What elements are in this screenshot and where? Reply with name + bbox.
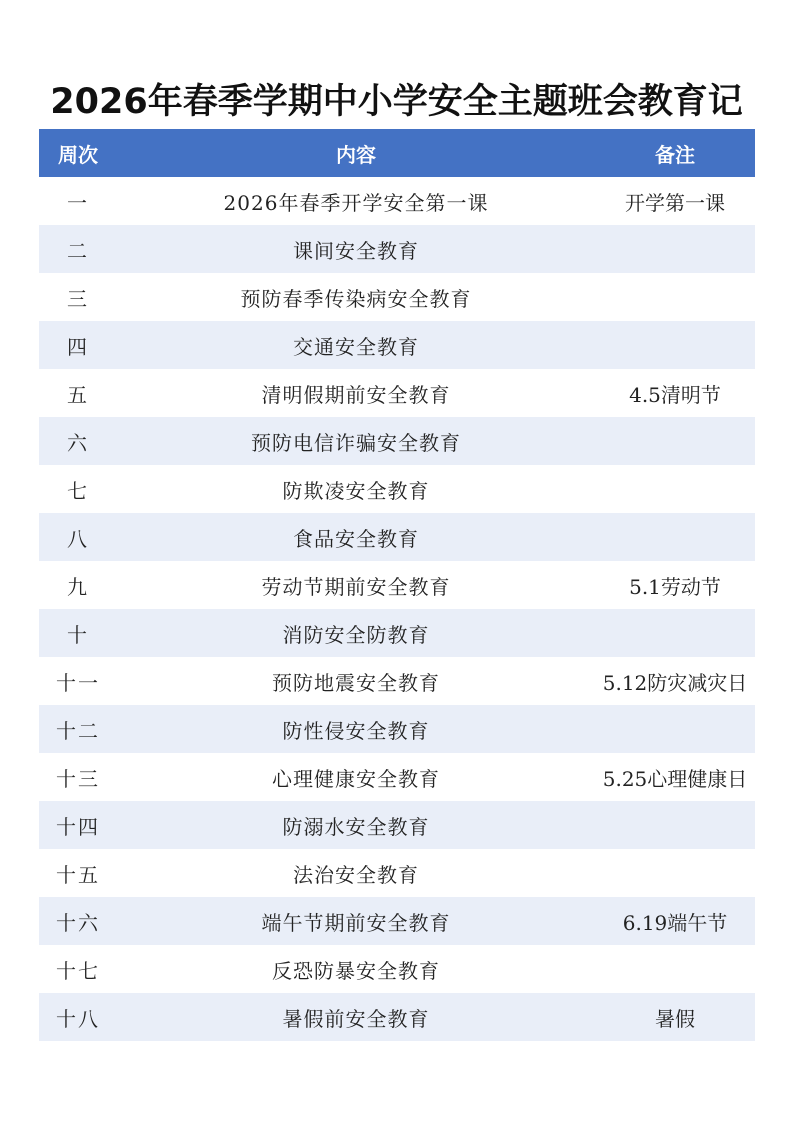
- cell-week: 十一: [56, 670, 100, 695]
- cell-note: [595, 465, 755, 513]
- header-content: 内容: [336, 142, 376, 167]
- cell-content: 预防春季传染病安全教育: [240, 286, 472, 311]
- cell-week: 四: [67, 334, 89, 359]
- cell-week: 二: [67, 238, 89, 263]
- table-row: [39, 993, 755, 1041]
- cell-note: [595, 225, 755, 273]
- cell-note: [595, 705, 755, 753]
- cell-content: 预防地震安全教育: [272, 670, 440, 695]
- cell-week: 十八: [56, 1006, 100, 1031]
- cell-content: 防溺水安全教育: [282, 814, 430, 839]
- cell-content: 法治安全教育: [293, 862, 419, 887]
- schedule-table: [39, 129, 755, 1041]
- cell-content: 消防安全防教育: [282, 622, 430, 647]
- cell-week: 六: [67, 430, 89, 455]
- cell-content: 劳动节期前安全教育: [261, 574, 451, 599]
- cell-note: 暑假: [655, 1006, 695, 1031]
- table-row: [39, 897, 755, 945]
- cell-content: 反恐防暴安全教育: [272, 958, 440, 983]
- table-row: [39, 609, 755, 657]
- cell-note: [595, 321, 755, 369]
- table-row: [39, 273, 755, 321]
- cell-week: 十七: [56, 958, 100, 983]
- cell-content: 端午节期前安全教育: [261, 910, 451, 935]
- cell-note: 6.19端午节: [622, 910, 728, 935]
- cell-note: [595, 417, 755, 465]
- table-row: [39, 705, 755, 753]
- cell-note: [595, 273, 755, 321]
- cell-week: 十: [67, 622, 89, 647]
- table-row: [39, 657, 755, 705]
- cell-week: 一: [67, 190, 89, 215]
- cell-note: [595, 801, 755, 849]
- table-row: [39, 417, 755, 465]
- page-title: 2026年春季学期中小学安全主题班会教育记: [50, 82, 743, 122]
- table-row: [39, 225, 755, 273]
- cell-note: 开学第一课: [625, 190, 725, 215]
- cell-note: 4.5清明节: [629, 382, 721, 407]
- table-row: [39, 321, 755, 369]
- cell-week: 十二: [56, 718, 100, 743]
- cell-content: 2026年春季开学安全第一课: [223, 190, 489, 215]
- table-header-row: [39, 129, 755, 177]
- cell-week: 七: [67, 478, 89, 503]
- cell-note: 5.1劳动节: [629, 574, 721, 599]
- table-row: [39, 561, 755, 609]
- table-row: [39, 465, 755, 513]
- cell-content: 防欺凌安全教育: [282, 478, 430, 503]
- table-row: [39, 177, 755, 225]
- table-row: [39, 945, 755, 993]
- table-row: [39, 849, 755, 897]
- cell-content: 交通安全教育: [293, 334, 419, 359]
- cell-note: 5.12防灾减灾日: [602, 670, 748, 695]
- cell-week: 五: [67, 382, 89, 407]
- cell-week: 十四: [56, 814, 100, 839]
- cell-content: 防性侵安全教育: [282, 718, 430, 743]
- table-row: [39, 369, 755, 417]
- cell-week: 九: [67, 574, 89, 599]
- cell-note: [595, 609, 755, 657]
- table-row: [39, 513, 755, 561]
- cell-content: 课间安全教育: [293, 238, 419, 263]
- cell-week: 十六: [56, 910, 100, 935]
- cell-week: 八: [67, 526, 89, 551]
- header-week: 周次: [58, 142, 98, 167]
- cell-content: 食品安全教育: [293, 526, 419, 551]
- cell-content: 预防电信诈骗安全教育: [251, 430, 461, 455]
- cell-week: 十五: [56, 862, 100, 887]
- cell-week: 三: [67, 286, 89, 311]
- header-note: 备注: [655, 142, 695, 167]
- cell-note: 5.25心理健康日: [602, 766, 748, 791]
- cell-content: 心理健康安全教育: [272, 766, 440, 791]
- cell-note: [595, 849, 755, 897]
- cell-week: 十三: [56, 766, 100, 791]
- cell-note: [595, 945, 755, 993]
- cell-content: 暑假前安全教育: [282, 1006, 430, 1031]
- table-row: [39, 753, 755, 801]
- cell-content: 清明假期前安全教育: [261, 382, 451, 407]
- cell-note: [595, 513, 755, 561]
- table-row: [39, 801, 755, 849]
